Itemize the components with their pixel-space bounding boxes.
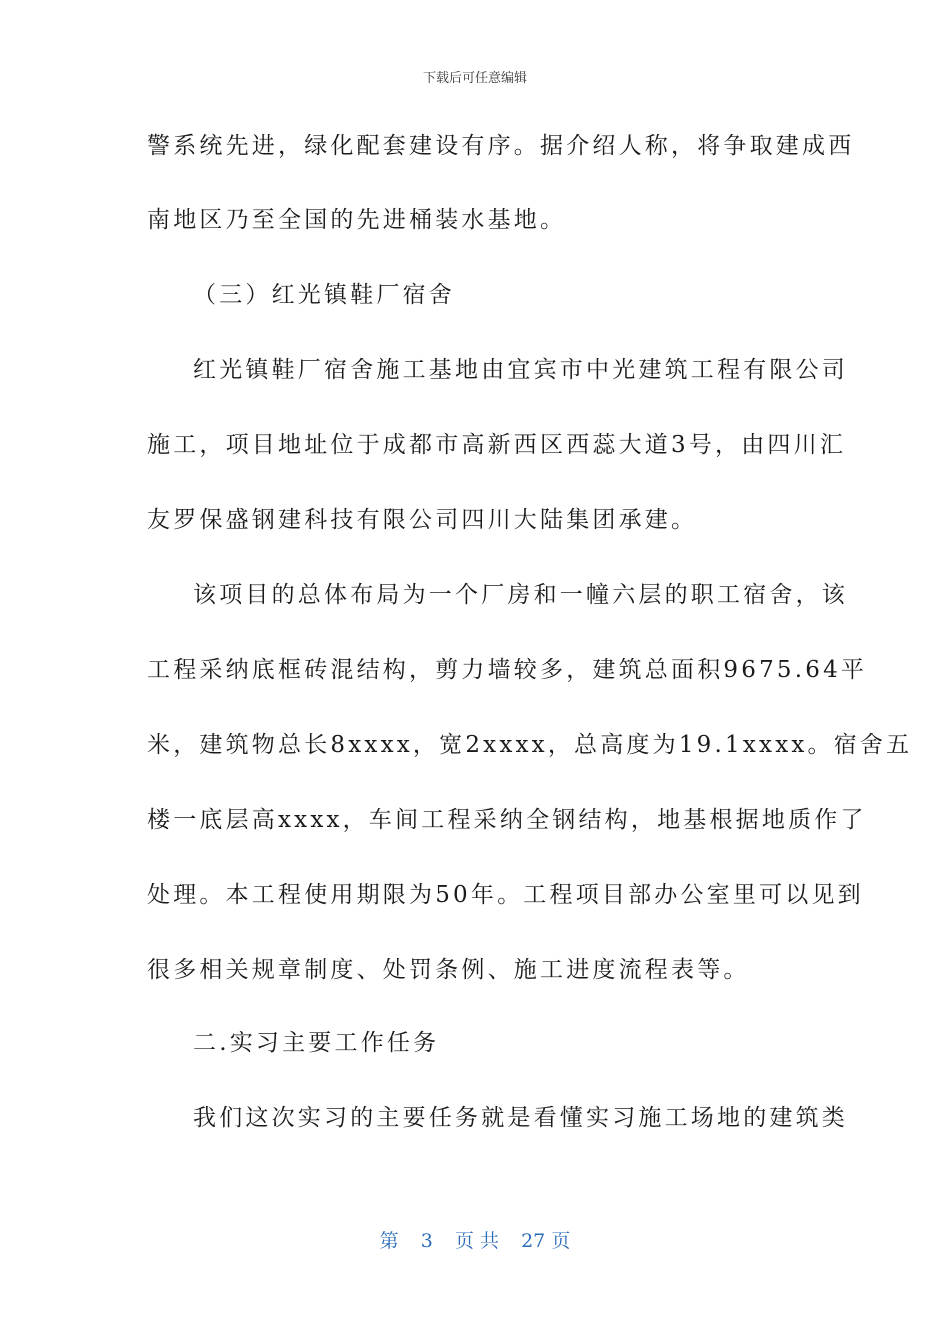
paragraph-line: 警系统先进，绿化配套建设有序。据介绍人称，将争取建成西 (147, 133, 855, 159)
page-total: 27 (521, 1230, 546, 1252)
paragraph-line: 很多相关规章制度、处罚条例、施工进度流程表等。 (147, 957, 750, 983)
page-label-prefix: 第 (379, 1230, 399, 1252)
page-header: 下载后可任意编辑 (422, 71, 527, 86)
page-label-suffix: 页 (551, 1230, 571, 1252)
paragraph-line: 我们这次实习的主要任务就是看懂实习施工场地的建筑类 (193, 1105, 848, 1131)
section-heading: 二.实习主要工作任务 (193, 1030, 440, 1056)
page-label-mid: 页 共 (454, 1230, 499, 1252)
page-current: 3 (420, 1230, 433, 1252)
paragraph-line: 楼一底层高xxxx，车间工程采纳全钢结构，地基根据地质作了 (147, 807, 867, 833)
paragraph-line: 工程采纳底框砖混结构，剪力墙较多，建筑总面积9675.64平 (147, 657, 868, 683)
paragraph-line: 该项目的总体布局为一个厂房和一幢六层的职工宿舍，该 (193, 582, 848, 608)
paragraph-line: 红光镇鞋厂宿舍施工基地由宜宾市中光建筑工程有限公司 (193, 357, 848, 383)
paragraph-line: 施工，项目地址位于成都市高新西区西蕊大道3号，由四川汇 (147, 432, 847, 458)
paragraph-line: 米，建筑物总长8xxxx，宽2xxxx，总高度为19.1xxxx。宿舍五 (147, 732, 913, 758)
paragraph-line: 友罗保盛钢建科技有限公司四川大陆集团承建。 (147, 507, 698, 533)
paragraph-line: 处理。本工程使用期限为50年。工程项目部办公室里可以见到 (147, 882, 864, 908)
paragraph-line: 南地区乃至全国的先进桶装水基地。 (147, 207, 567, 233)
page-footer (0, 1226, 950, 1253)
section-heading: （三）红光镇鞋厂宿舍 (193, 282, 455, 308)
